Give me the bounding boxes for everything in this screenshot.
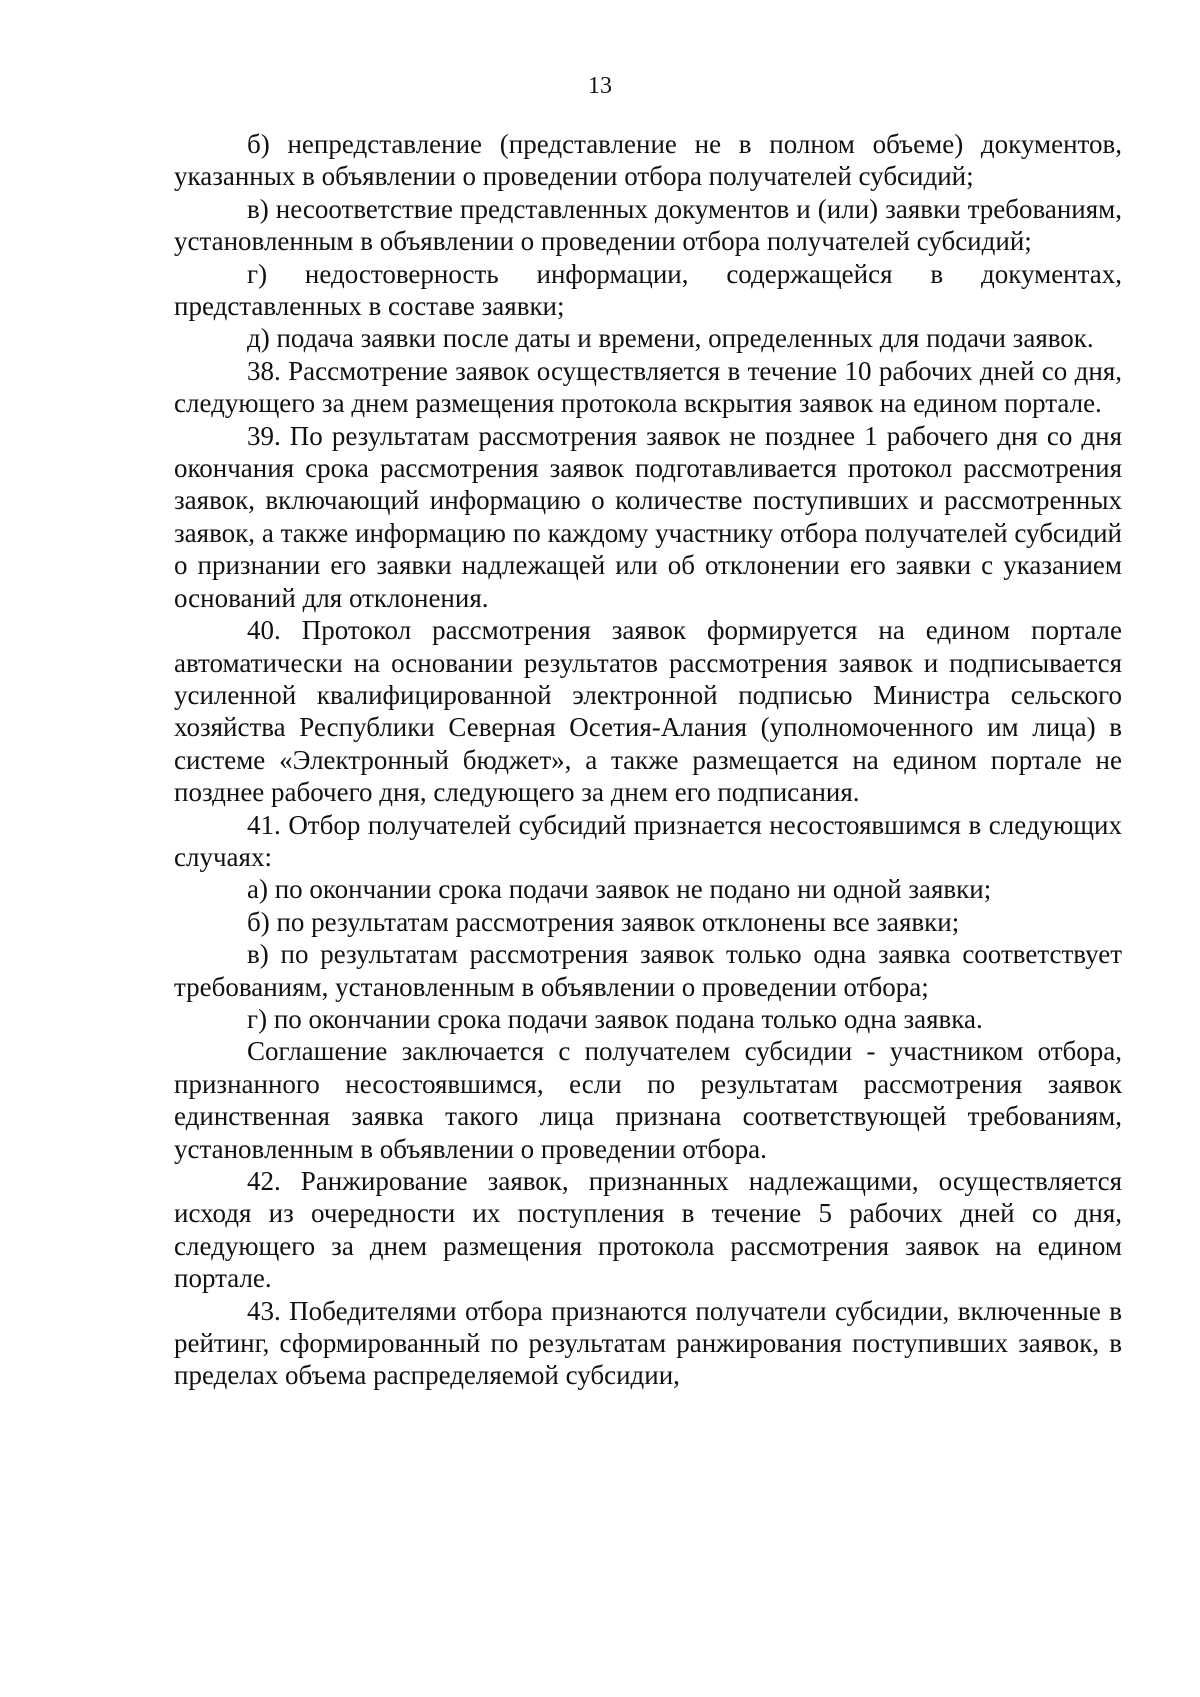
paragraph-40: 40. Протокол рассмотрения заявок формируется на едином портале автоматически на основании результатов рассмотрения заявок и подписывается усиленной квалифицированной электронной подписью Министра сельского хозяйства Республики Северная Осетия-Алания (уполномоченного им лица) в системе «Электронный бюджет», а также размещается на едином портале не позднее рабочего дня, следующего за днем его подписания. [174, 615, 1122, 808]
paragraph-v-noncompliance: в) несоответствие представленных документов и (или) заявки требованиям, установленным в объявлении о проведении отбора получателей субсидий; [174, 193, 1122, 257]
paragraph-39: 39. По результатам рассмотрения заявок не позднее 1 рабочего дня со дня окончания срока рассмотрения заявок подготавливается протокол рассмотрения заявок, включающий информацию о количестве поступивших и рассмотренных заявок, а также информацию по каждому участнику отбора получателей субсидий о признании его заявки надлежащей или об отклонении его заявки с указанием оснований для отклонения. [174, 420, 1122, 613]
paragraph-41-g: г) по окончании срока подачи заявок подана только одна заявка. [247, 1003, 983, 1034]
paragraph-41-b: б) по результатам рассмотрения заявок отклонены все заявки; [247, 906, 960, 937]
paragraph-38: 38. Рассмотрение заявок осуществляется в течение 10 рабочих дней со дня, следующего за днем размещения протокола вскрытия заявок на едином портале. [174, 355, 1122, 419]
paragraph-d-late-submission: д) подача заявки после даты и времени, определенных для подачи заявок. [247, 323, 1094, 354]
page-number: 13 [588, 73, 612, 99]
paragraph-43: 43. Победителями отбора признаются получатели субсидии, включенные в рейтинг, сформированный по результатам ранжирования поступивших заявок, в пределах объема распределяемой субсидии, [174, 1295, 1122, 1391]
paragraph-agreement: Соглашение заключается с получателем субсидии - участником отбора, признанного несостоявшимся, если по результатам рассмотрения заявок единственная заявка такого лица признана соответствующей требованиям, установленным в объявлении о проведении отбора. [174, 1036, 1122, 1164]
document-body [174, 128, 1122, 1392]
paragraph-41: 41. Отбор получателей субсидий признается несостоявшимся в следующих случаях: [174, 809, 1122, 872]
paragraph-b-nonsubmission: б) непредставление (представление не в полном объеме) документов, указанных в объявлении о проведении отбора получателей субсидий; [174, 129, 1122, 192]
paragraph-g-unreliable-info: г) недостоверность информации, содержащейся в документах, представленных в составе заявки; [174, 258, 1122, 322]
paragraph-41-v: в) по результатам рассмотрения заявок только одна заявка соответствует требованиям, установленным в объявлении о проведении отбора; [174, 939, 1122, 1002]
paragraph-41-a: а) по окончании срока подачи заявок не подано ни одной заявки; [247, 874, 992, 905]
paragraph-42: 42. Ранжирование заявок, признанных надлежащими, осуществляется исходя из очередности их поступления в течение 5 рабочих дней со дня, следующего за днем размещения протокола рассмотрения заявок на едином портале. [174, 1166, 1122, 1294]
